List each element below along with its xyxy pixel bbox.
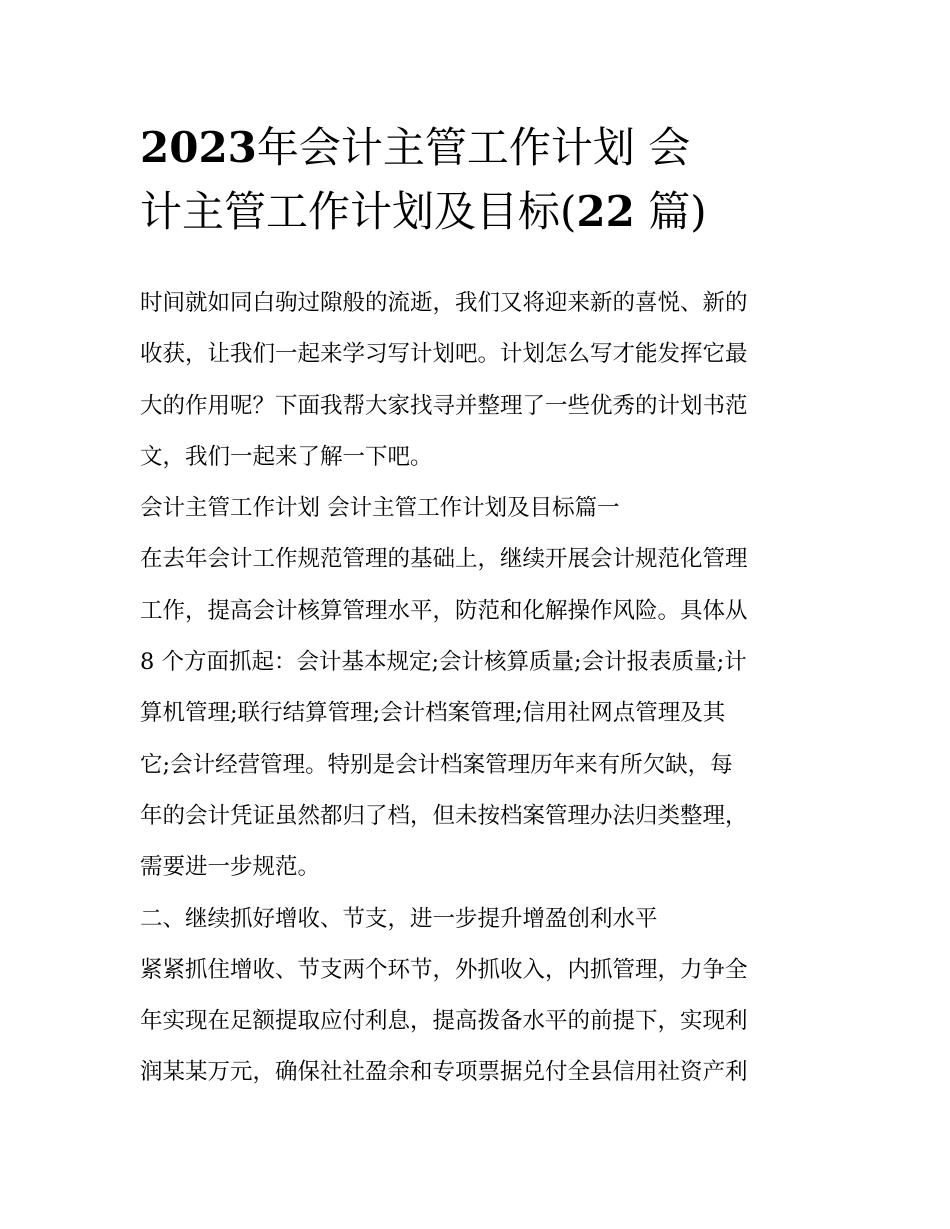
body-text [140, 278, 820, 1099]
text-line: 收获，让我们一起来学习写计划吧。计划怎么写才能发挥它最 [140, 341, 748, 368]
title-text: 篇) [634, 187, 707, 236]
title-year: 2023 [140, 123, 257, 172]
title-text: 年会计主管工作计划 会 [256, 123, 691, 172]
text-line: 算机管理;联行结算管理;会计档案管理;信用社网点管理及其 [140, 700, 726, 727]
document-title [140, 116, 820, 244]
text-line: 大的作用呢？下面我帮大家找寻并整理了一些优秀的计划书范 [140, 392, 748, 419]
section-heading: 会计主管工作计划 会计主管工作计划及目标篇一 [140, 495, 620, 522]
text-line: 润某某万元，确保社社盈余和专项票据兑付全县信用社资产利 [140, 1059, 748, 1086]
text-line: 它;会计经营管理。特别是会计档案管理历年来有所欠缺，每 [140, 751, 733, 778]
text-line: 年实现在足额提取应付利息，提高拨备水平的前提下，实现利 [140, 1008, 748, 1035]
section-heading: 二、继续抓好增收、节支，进一步提升增盈创利水平 [140, 905, 658, 932]
title-count: 22 [576, 187, 635, 236]
text-line: 需要进一步规范。 [140, 854, 321, 881]
text-line: 年的会计凭证虽然都归了档，但未按档案管理办法归类整理， [140, 802, 748, 829]
text-line: 时间就如同白驹过隙般的流逝，我们又将迎来新的喜悦、新的 [140, 290, 748, 316]
text-line: 8 个方面抓起：会计基本规定;会计核算质量;会计报表质量;计 [140, 649, 747, 676]
title-text: 计主管工作计划及目标( [140, 187, 577, 236]
title-line [140, 116, 820, 180]
text-line: 紧紧抓住增收、节支两个环节，外抓收入，内抓管理，力争全 [140, 956, 748, 983]
text-line: 在去年会计工作规范管理的基础上，继续开展会计规范化管理 [140, 546, 748, 573]
text-line: 文，我们一起来了解一下吧。 [140, 443, 433, 470]
title-line [140, 180, 820, 244]
text-line: 工作，提高会计核算管理水平，防范和化解操作风险。具体从 [140, 597, 748, 624]
